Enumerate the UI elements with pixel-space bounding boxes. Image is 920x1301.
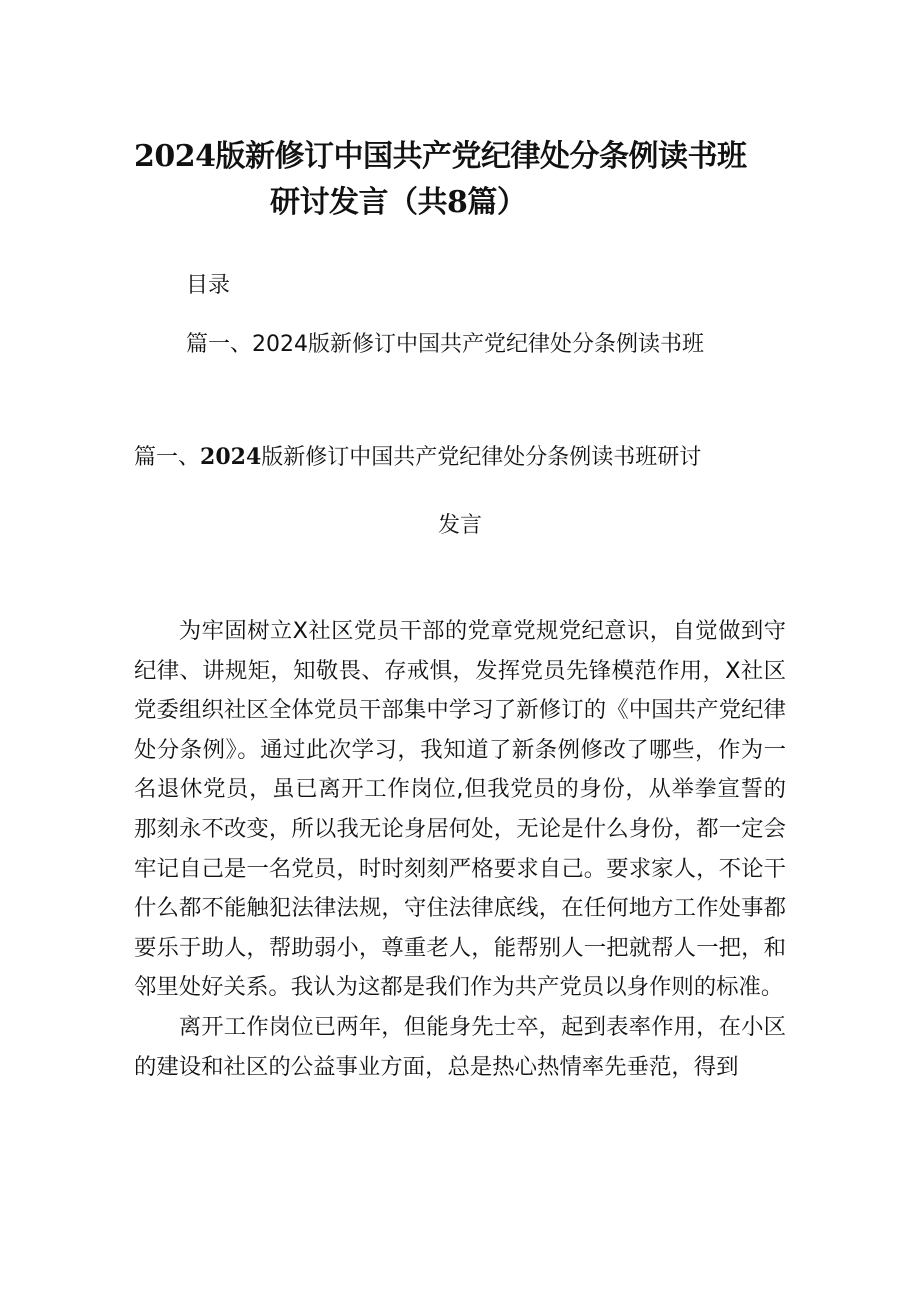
section-heading-rest: 版新修订中国共产党纪律处分条例读书班研讨 — [261, 445, 702, 470]
section-heading-year: 2024 — [200, 444, 262, 470]
paragraph-2: 离开工作岗位已两年，但能身先士卒，起到表率作用，在小区的建设和社区的公益事业方面，总是热心热情率先垂范，得到 — [134, 1013, 786, 1080]
toc-label: 目录 — [186, 273, 231, 298]
paragraph-1: 为牢固树立X社区党员干部的党章党规党纪意识，自觉做到守纪律、讲规矩，知敬畏、存戒惧，发挥党员先锋模范作用，X社区党委组织社区全体党员干部集中学习了新修订的《中国共产党纪律处分条例》。通过此次学习，我知道了新条例修改了哪些，作为一名退休党员，虽已离开工作岗位,但我党员的身份，从举拳宣誓的那刻永不改变，所以我无论身居何处，无论是什么身份，都一定会牢记自己是一名党员，时时刻刻严格要求自己。要求家人，不论干什么都不能触犯法律法规，守住法律底线，在任何地方工作处事都要乐于助人，帮助弱小，尊重老人，能帮别人一把就帮人一把，和邻里处好关系。我认为这都是我们作为共产党员以身作则的标准。 — [134, 618, 786, 1001]
document-title — [120, 134, 800, 226]
toc-item-1[interactable]: 篇一、2024版新修订中国共产党纪律处分条例读书班 — [186, 332, 704, 357]
section-heading-prefix: 篇一、 — [134, 445, 201, 470]
body-text — [134, 612, 786, 1087]
section-heading-line-2: 发言 — [437, 513, 482, 538]
document-title-line-2: 研讨发言（共8篇） — [270, 185, 527, 220]
section-heading — [134, 441, 786, 474]
document-title-line-1: 2024版新修订中国共产党纪律处分条例读书班 — [134, 139, 747, 174]
